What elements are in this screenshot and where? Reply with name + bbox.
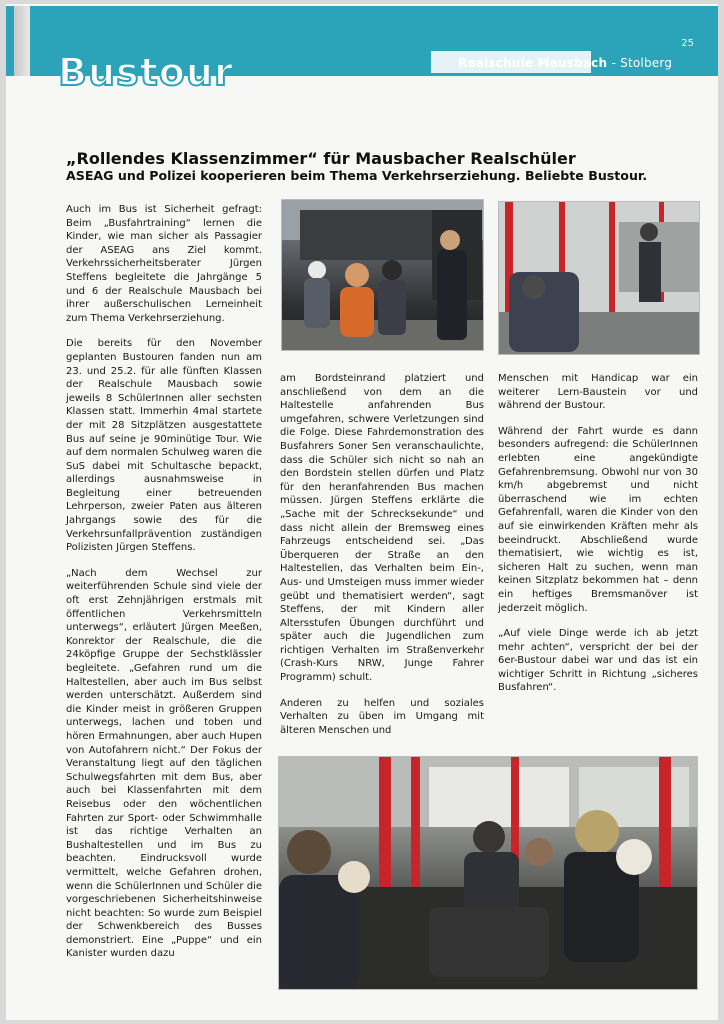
photo-bus-interior [498, 201, 700, 355]
paragraph: Auch im Bus ist Sicherheit gefragt: Beim „Busfahrtraining“ lernen die Kinder, wie man sicher als Passagier der ASEAG ans Ziel kommt. Verkehrssicherheitsberater Jürgen Steffens begleitete die Jahrgänge 5 und 6 der Realschule Mausbach bei ihrer außerschulischen Lerneinheit zum Thema Verkehrserziehung. [66, 204, 262, 324]
photo-illustration [282, 200, 483, 350]
paragraph: Anderen zu helfen und soziales Verhalten zu üben im Umgang mit älteren Menschen und [280, 697, 484, 736]
magazine-page [6, 4, 718, 1020]
page-fold [14, 6, 30, 76]
article-headline: „Rollendes Klassenzimmer“ für Mausbacher Realschüler [66, 149, 576, 168]
photo-students-seated-in-bus [278, 756, 698, 990]
photo-students-boarding-bus [281, 199, 484, 351]
section-title: Bustour [58, 50, 234, 94]
school-name: Realschule Mausbach [458, 56, 608, 70]
paragraph: Während der Fahrt wurde es dann besonders aufregend: die SchülerInnen erlebten eine angekündigte Gefahrenbremsung. Obwohl nur von 30 km/h abgebremst und nicht überraschend wie im echten Gefahrenfall, waren die Kinder von den auf sie einwirkenden Kräften mehr als beeindruckt. Abschließend wurde thematisiert, wie wichtig es ist, sicheren Halt zu suchen, wenn man keinen Sitzplatz bekommen hat – denn ein heftiges Bremsmanöver ist jederzeit möglich. [498, 425, 698, 614]
text-column-2 [280, 372, 484, 749]
text-column-3 [498, 372, 698, 707]
page-number: 25 [681, 38, 694, 49]
paragraph: am Bordsteinrand platziert und anschließend von dem an die Haltestelle anfahrenden Bus umgefahren, schwere Verletzungen sind die Folge. Diese Fahrdemonstration des Busfahrers Soner Sen veranschaulichte, dass die Schüler sich nicht so nah an den Bordstein stellen dürfen und Platz für den heranfahrenden Bus machen müssen. Jürgen Steffens erklärte die „Sache mit der Schrecksekunde“ und dass nicht allein der Bremsweg eines Fahrzeugs entscheidend sei. „Das Überqueren der Straße an den Haltestellen, das Verhalten beim Ein-, Aus- und Umsteigen muss immer wieder geübt und thematisiert werden“, sagt Steffens, der mit Kindern aller Altersstufen Übungen durchführt und später auch die Jugendlichen zum richtigen Verhalten im Straßenverkehr (Crash-Kurs NRW, Junge Fahrer Programm) schult. [280, 373, 484, 684]
paragraph: „Nach dem Wechsel zur weiterführenden Schule sind viele der oft erst Zehnjährigen erstmals mit öffentlichen Verkehrsmitteln unterwegs“, erläutert Jürgen Meeßen, Konrektor der Realschule, die die 24köpfige Gruppe der Sechstklässler begleitete. „Gefahren rund um die Haltestellen, aber auch im Bus selbst werden unterschätzt. Außerdem sind die Kinder meist in größeren Gruppen unterwegs, lachen und toben und hören Ermahnungen, aber auch Hupen von Autofahrern nicht.“ Der Fokus der Veranstaltung liegt auf den täglichen Schulwegsfahrten mit dem Bus, aber auch bei Klassenfahrten mit dem Reisebus oder den wöchentlichen Fahrten zur Sport- oder Schwimmhalle ist das richtige Verhalten an Bushaltestellen und im Bus zu beachten. Eindrucksvoll wurde vermittelt, welche Gefahren drohen, wenn die SchülerInnen und Schüler die vorgeschriebenen Sicherheitshinweise nicht beachten: So wurde zum Beispiel der Schwenkbereich des Busses demonstriert. Eine „Puppe“ und ein Kanister wurden dazu [66, 567, 262, 960]
school-label [458, 56, 672, 70]
school-city: - Stolberg [611, 56, 673, 70]
article-subheadline: ASEAG und Polizei kooperieren beim Thema Verkehrserziehung. Beliebte Bustour. [66, 168, 648, 183]
paragraph: „Auf viele Dinge werde ich ab jetzt mehr achten“, verspricht der bei der 6er-Bustour dabei war und das ist ein wichtiger Schritt in Richtung „sicheres Busfahren“. [498, 628, 698, 694]
paragraph: Die bereits für den November geplanten Bustouren fanden nun am 23. und 25.2. für alle fünften Klassen der Realschule Mausbach sowie jeweils 8 SchülerInnen aller sechsten Klassen statt. Immerhin 4mal startete der mit 28 Sitzplätzen ausgestattete Bus auf seine je 90minütige Tour. Wie auf dem normalen Schulweg waren die SuS dabei mit Schultasche bepackt, allerdings ausnahmsweise in Begleitung einer betreuenden Lehrperson, zweier Paten aus älteren Jahrgangs sowie des für die Verkehrsunfallprävention zuständigen Polizisten Jürgen Steffens. [66, 338, 262, 554]
photo-illustration [279, 757, 697, 989]
photo-illustration [499, 202, 699, 354]
text-column-1 [66, 203, 262, 973]
paragraph: Menschen mit Handicap war ein weiterer Lern-Baustein vor und während der Bustour. [498, 373, 698, 412]
